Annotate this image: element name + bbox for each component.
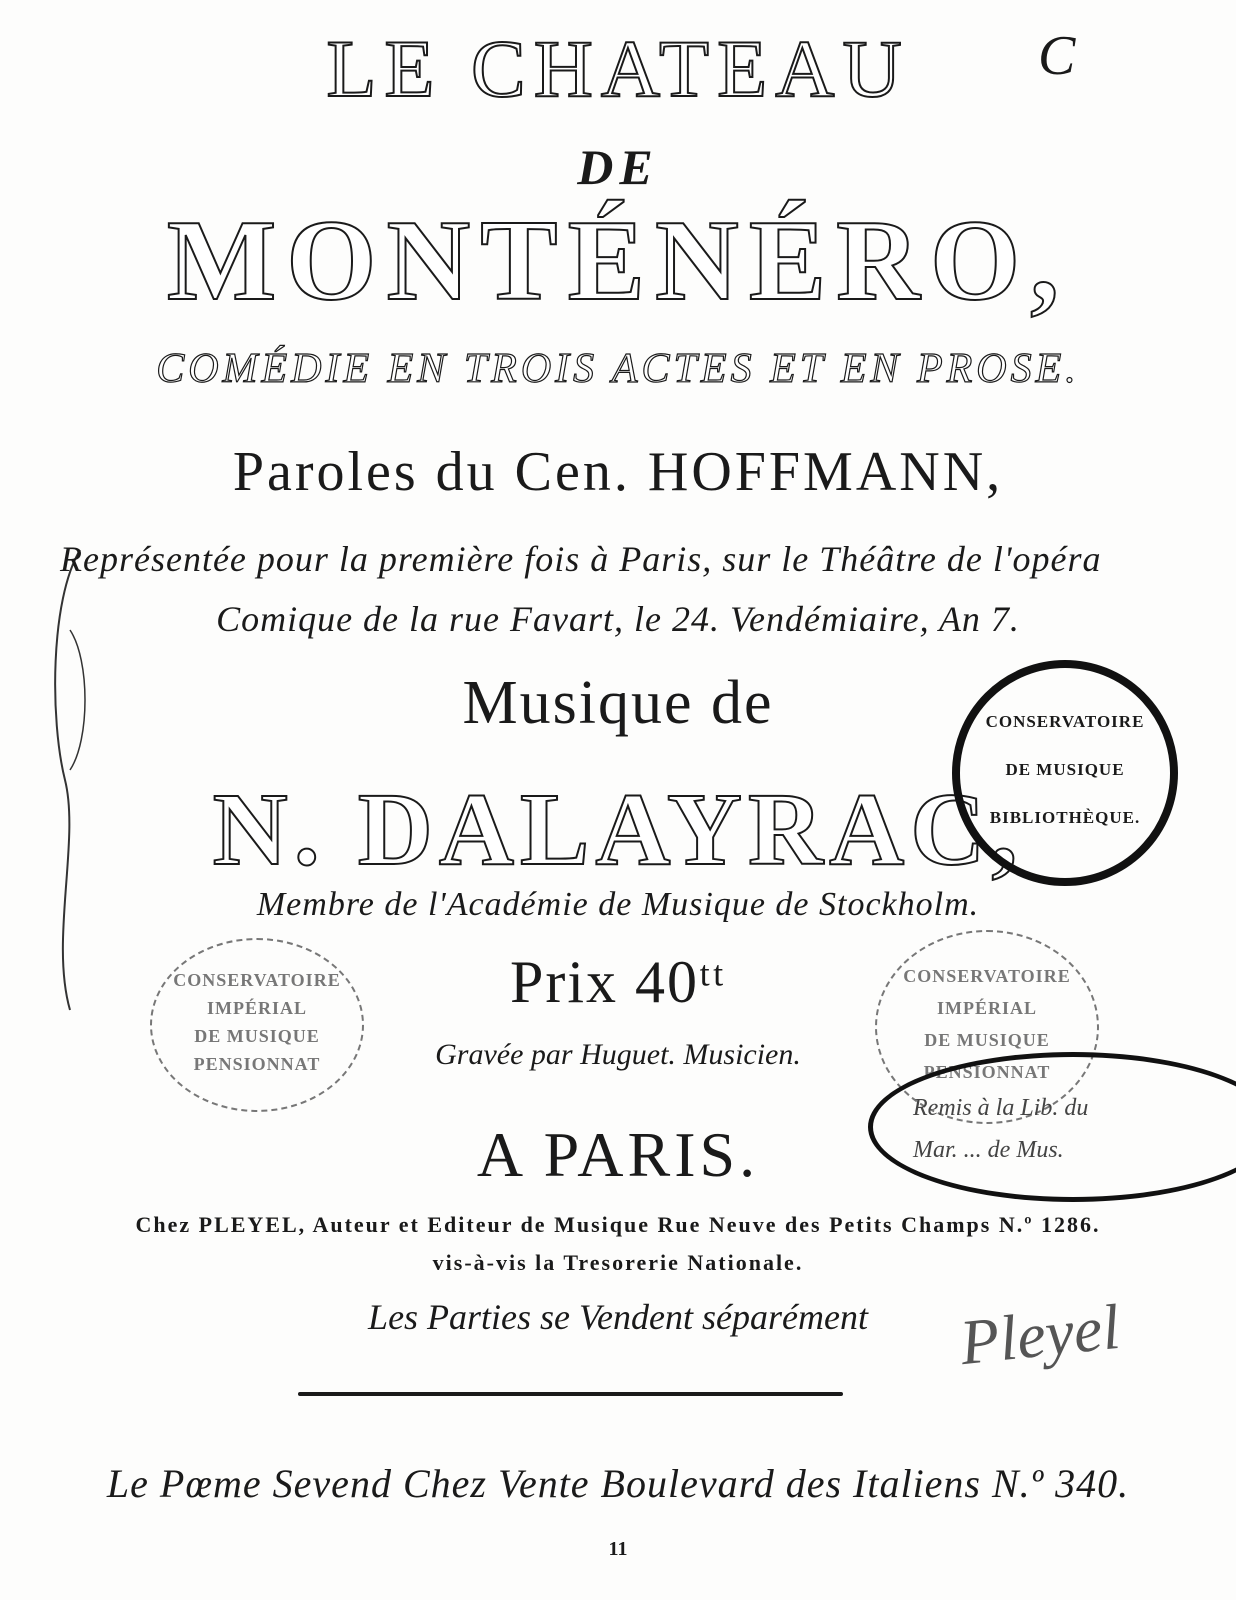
title-line-1: LE CHATEAU <box>326 23 910 114</box>
librettist-line: Paroles du Cen. HOFFMANN, <box>232 441 1004 503</box>
parts-note: Les Parties se Vendent séparément <box>368 1297 868 1337</box>
stamp-text: CONSERVATOIRE <box>903 966 1071 986</box>
stamp-text: PENSIONNAT <box>193 1054 321 1074</box>
subtitle: COMÉDIE EN TROIS ACTES ET EN PROSE. <box>156 346 1080 392</box>
libretto-note: Le Pœme Sevend Chez Vente Boulevard des Italiens N.º 340. <box>106 1461 1130 1506</box>
music-by-label: Musique de <box>462 669 774 737</box>
title-line-2: DE <box>577 139 659 195</box>
publisher-address: Chez PLEYEL, Auteur et Editeur de Musique Rue Neuve des Petits Champs N.º 1286. <box>135 1212 1101 1237</box>
engraver-credit: Gravée par Huguet. Musicien. <box>435 1038 801 1071</box>
publisher-signature: Pleyel <box>956 1290 1124 1379</box>
premiere-line-1: Représentée pour la première fois à Paris, sur le Théâtre de l'opéra <box>60 539 1102 579</box>
faint-stamp-left <box>150 938 364 1112</box>
stamp-text: BIBLIOTHÈQUE. <box>989 808 1141 827</box>
composer-name: N. DALAYRAC, <box>212 772 1024 887</box>
stamp-text: Remis à la Lib. du <box>913 1095 1089 1121</box>
divider-rule <box>298 1392 843 1396</box>
title-line-3: MONTÉNÉRO, <box>166 197 1070 325</box>
stamp-text: DE MUSIQUE <box>1005 760 1125 779</box>
corner-mark: C <box>1038 25 1076 87</box>
page-number: 11 <box>608 1538 628 1560</box>
stamp-text: DE MUSIQUE <box>924 1030 1050 1050</box>
conservatoire-stamp <box>952 660 1178 886</box>
premiere-line-2: Comique de la rue Favart, le 24. Vendémiaire, An 7. <box>216 599 1020 639</box>
stamp-text: DE MUSIQUE <box>194 1026 320 1046</box>
publication-city: A PARIS. <box>476 1119 760 1190</box>
stamp-text: PENSIONNAT <box>923 1062 1051 1082</box>
publisher-address-2: vis-à-vis la Tresorerie Nationale. <box>432 1250 804 1275</box>
stamp-text: CONSERVATOIRE <box>173 970 341 990</box>
composer-credentials: Membre de l'Académie de Musique de Stockholm. <box>256 886 980 923</box>
stamp-text: IMPÉRIAL <box>936 998 1037 1018</box>
stamp-text: CONSERVATOIRE <box>985 712 1145 731</box>
price: Prix 40ᵗᵗ <box>510 949 726 1015</box>
stamp-text: IMPÉRIAL <box>206 998 307 1018</box>
stamp-text: Mar. ... de Mus. <box>913 1137 1064 1163</box>
